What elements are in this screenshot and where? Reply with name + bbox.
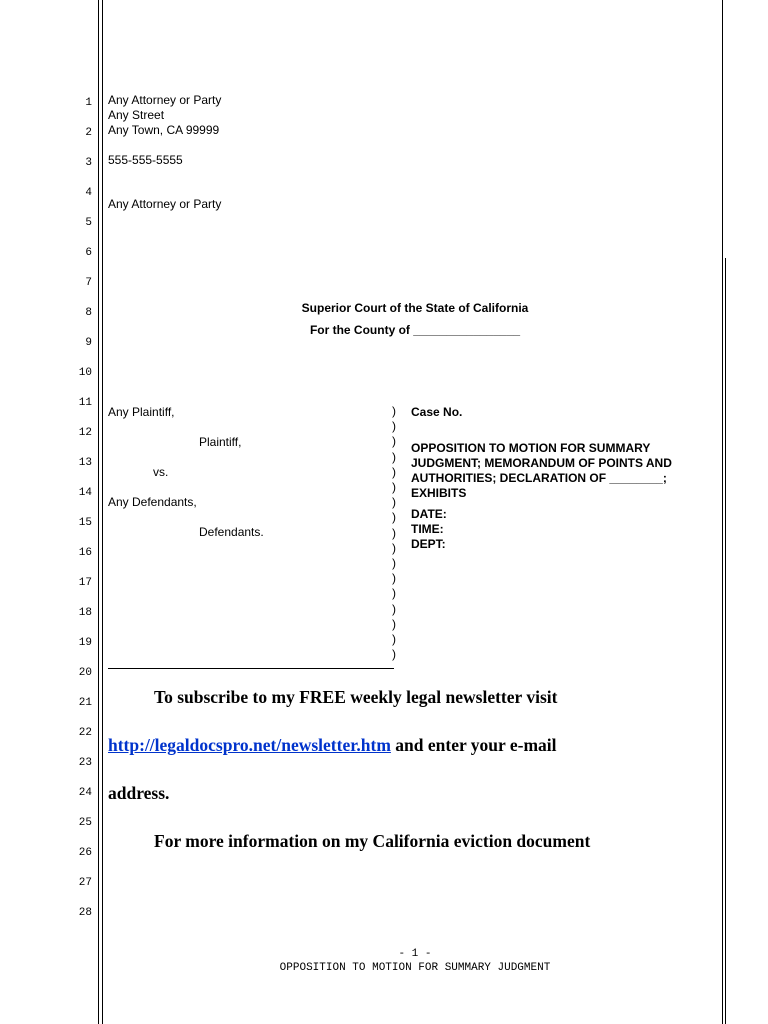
- hearing-info: [411, 507, 447, 552]
- left-margin-rule: [98, 0, 99, 1024]
- newsletter-line: To subscribe to my FREE weekly legal newsletter visit: [154, 687, 558, 707]
- newsletter-link-line: http://legaldocspro.net/newsletter.htm and enter your e-mail: [108, 735, 557, 755]
- line-number: 6: [85, 247, 92, 259]
- line-number: 15: [78, 517, 92, 529]
- hearing-dept-label: DEPT:: [411, 537, 446, 551]
- attorney-city: Any Town, CA 99999: [108, 123, 220, 137]
- versus: vs.: [153, 465, 169, 479]
- court-name: Superior Court of the State of California: [301, 301, 529, 315]
- right-margin-rule: [722, 0, 723, 1024]
- line-number: 11: [78, 397, 92, 409]
- line-number: 2: [85, 127, 92, 139]
- line-number: 22: [78, 727, 92, 739]
- hearing-date-label: DATE:: [411, 507, 447, 521]
- page-number: - 1 -: [398, 948, 432, 960]
- line-number: 3: [85, 157, 92, 169]
- document-title-line: JUDGMENT; MEMORANDUM OF POINTS AND: [411, 456, 672, 470]
- caption-bottom-rule: [108, 668, 394, 669]
- plaintiff-role: Plaintiff,: [199, 435, 242, 449]
- line-number: 14: [78, 487, 92, 499]
- line-number: 18: [78, 607, 92, 619]
- line-number: 8: [85, 307, 92, 319]
- attorney-phone: 555-555-5555: [108, 153, 183, 167]
- line-number: 21: [78, 697, 92, 709]
- defendant-role: Defendants.: [199, 525, 264, 539]
- line-number: 12: [78, 427, 92, 439]
- line-number: 4: [85, 187, 92, 199]
- line-number: 27: [78, 877, 92, 889]
- line-number: 17: [78, 577, 92, 589]
- plaintiff-name: Any Plaintiff,: [108, 405, 175, 419]
- line-number: 28: [78, 907, 92, 919]
- caption-divider: ) ) ) ) ) ) ) ) ) ) ) ) ) ) ) ) ): [392, 404, 396, 662]
- eviction-info-line: For more information on my California eviction document: [154, 831, 591, 851]
- hearing-time-label: TIME:: [411, 522, 444, 536]
- attorney-name: Any Attorney or Party: [108, 93, 222, 107]
- court-county: For the County of ________________: [309, 323, 521, 337]
- case-number-label: Case No.: [411, 405, 463, 419]
- line-number: 10: [78, 367, 92, 379]
- line-number: 7: [85, 277, 92, 289]
- document-title-line: EXHIBITS: [411, 486, 467, 500]
- defendant-name: Any Defendants,: [108, 495, 197, 509]
- document-title-line: AUTHORITIES; DECLARATION OF ________;: [411, 471, 667, 485]
- line-number: 20: [78, 667, 92, 679]
- document-title: [411, 441, 672, 501]
- attorney-street: Any Street: [108, 108, 165, 122]
- line-number: 5: [85, 217, 92, 229]
- line-number: 26: [78, 847, 92, 859]
- right-margin-rule-outer: [725, 258, 726, 1024]
- line-number: 24: [78, 787, 92, 799]
- footer-title: OPPOSITION TO MOTION FOR SUMMARY JUDGMENT: [279, 962, 551, 974]
- left-margin-rule-inner: [102, 0, 103, 1024]
- address-line: address.: [108, 783, 170, 803]
- line-number: 1: [85, 97, 92, 109]
- newsletter-link[interactable]: http://legaldocspro.net/newsletter.htm: [108, 735, 391, 755]
- line-number: 25: [78, 817, 92, 829]
- attorney-for: Any Attorney or Party: [108, 197, 222, 211]
- line-number: 23: [78, 757, 92, 769]
- line-number: 16: [78, 547, 92, 559]
- document-title-line: OPPOSITION TO MOTION FOR SUMMARY: [411, 441, 651, 455]
- line-number: 19: [78, 637, 92, 649]
- line-number: 9: [85, 337, 92, 349]
- line-number: 13: [78, 457, 92, 469]
